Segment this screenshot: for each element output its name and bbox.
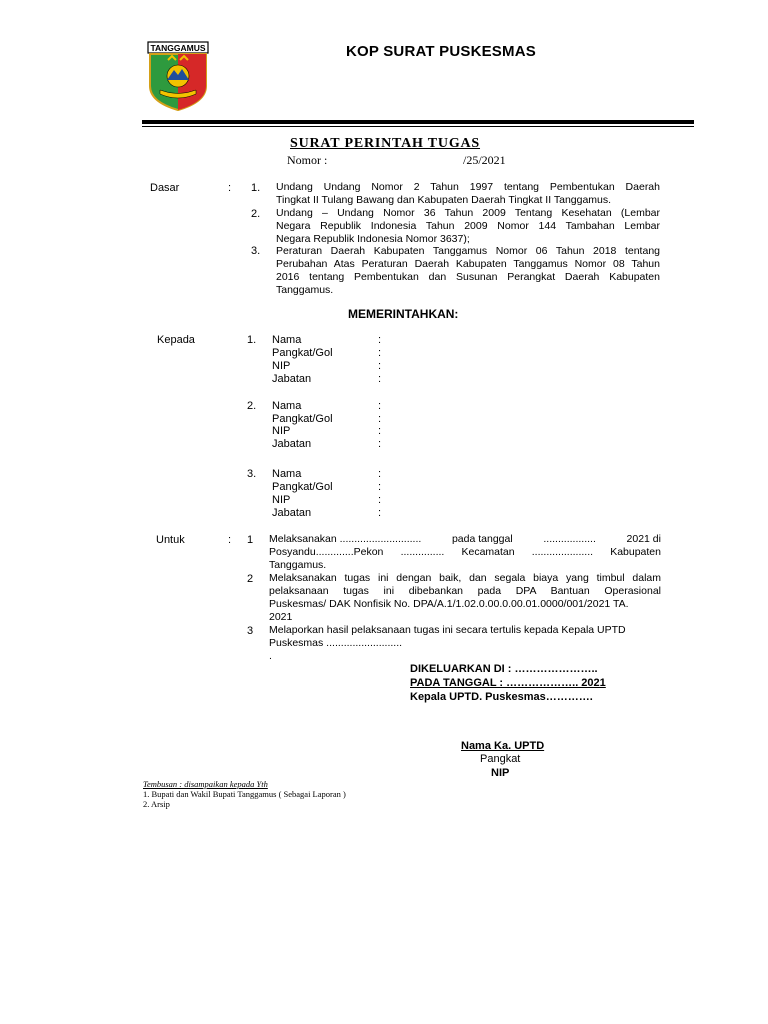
tembusan-title: Tembusan : disampaikan kepada Yth: [143, 779, 268, 789]
field-colon: :: [378, 334, 382, 346]
field-colon: :: [378, 468, 382, 480]
nomor-value: /25/2021: [463, 153, 506, 167]
signatory-name: Nama Ka. UPTD: [461, 740, 545, 752]
field-colon: :: [378, 438, 382, 450]
nomor-label: Nomor :: [287, 153, 328, 167]
dasar-item-number: 3.: [251, 245, 261, 257]
field-jabatan: Jabatan: [272, 438, 312, 450]
dasar-colon: :: [228, 182, 232, 194]
pada-tanggal: PADA TANGGAL : ……………….. 2021: [410, 677, 606, 689]
field-jabatan: Jabatan: [272, 507, 312, 519]
letterhead-divider: [142, 120, 694, 124]
tembusan-item: 1. Bupati dan Wakil Bupati Tanggamus ( Sebagai Laporan ): [143, 789, 346, 799]
untuk-label: Untuk: [156, 534, 185, 546]
field-jabatan: Jabatan: [272, 373, 312, 385]
field-colon: :: [378, 425, 382, 437]
tanggamus-logo: [146, 40, 210, 112]
untuk-item-number: 3: [247, 625, 254, 637]
field-colon: :: [378, 360, 382, 372]
document-title: SURAT PERINTAH TUGAS: [290, 136, 481, 151]
field-colon: :: [378, 494, 382, 506]
memerintahkan-heading: MEMERINTAHKAN:: [348, 307, 459, 321]
field-pangkat-gol: Pangkat/Gol: [272, 347, 333, 359]
kepala-uptd: Kepala UPTD. Puskesmas………….: [410, 691, 593, 703]
dasar-item-number: 2.: [251, 208, 261, 220]
kepada-number: 1.: [247, 334, 257, 346]
field-colon: :: [378, 373, 382, 385]
dikeluarkan-di: DIKELUARKAN DI : …………………..: [410, 663, 598, 675]
logo-text: TANGGAMUS: [150, 43, 206, 53]
untuk-item-number: 1: [247, 534, 254, 546]
field-colon: :: [378, 400, 382, 412]
signatory-nip: NIP: [491, 767, 510, 779]
kepada-number: 3.: [247, 468, 257, 480]
kepada-number: 2.: [247, 400, 257, 412]
dasar-item: Undang – Undang Nomor 36 Tahun 2009 Tentang Kesehatan (Lembar Negara Republik Indonesia Tahun 2009 Nomor 144 Tambahan Lembar Negara Republik Indonesia Nomor 3637);: [276, 207, 660, 245]
dasar-item-number: 1.: [251, 182, 261, 194]
field-nip: NIP: [272, 494, 291, 506]
dasar-item: Undang Undang Nomor 2 Tahun 1997 tentang Pembentukan Daerah Tingkat II Tulang Bawang dan Kabupaten Daerah Tingkat II Tanggamus.: [276, 181, 660, 206]
untuk-item-number: 2: [247, 573, 254, 585]
field-nip: NIP: [272, 360, 291, 372]
field-colon: :: [378, 481, 382, 493]
tembusan-item: 2. Arsip: [143, 799, 170, 809]
untuk-colon: :: [228, 534, 232, 546]
dasar-label: Dasar: [150, 182, 180, 194]
kepada-label: Kepada: [157, 334, 195, 346]
field-nama: Nama: [272, 468, 302, 480]
untuk-item: Melaksanakan ............................ pada tanggal .................. 2021 di Posyandu.............Pekon ............... Kecamatan ..................... Kabupaten Tanggamus.: [269, 533, 661, 571]
letterhead-title: KOP SURAT PUSKESMAS: [346, 43, 536, 60]
field-nip: NIP: [272, 425, 291, 437]
untuk-item: Melaksanakan tugas ini dengan baik, dan segala biaya yang timbul dalam pelaksanaan tugas ini dibebankan pada DPA Bantuan Operasional Puskesmas/ DAK Nonfisik No. DPA/A.1/1.02.0.00.0.00.01.0000/001/2021 TA. 2021: [269, 572, 661, 623]
field-colon: :: [378, 507, 382, 519]
field-pangkat-gol: Pangkat/Gol: [272, 481, 333, 493]
letterhead-divider-thin: [142, 126, 694, 127]
field-nama: Nama: [272, 400, 302, 412]
field-colon: :: [378, 413, 382, 425]
dasar-item: Peraturan Daerah Kabupaten Tanggamus Nomor 06 Tahun 2018 tentang Perubahan Atas Peraturan Daerah Kabupaten Tanggamus Nomor 08 Tahun 2016 tentang Pembentukan dan Susunan Perangkat Daerah Kabupaten Tanggamus.: [276, 245, 660, 296]
untuk-item: Melaporkan hasil pelaksanaan tugas ini secara tertulis kepada Kepala UPTD Puskesmas .......................... .: [269, 624, 626, 662]
field-nama: Nama: [272, 334, 302, 346]
field-colon: :: [378, 347, 382, 359]
field-pangkat-gol: Pangkat/Gol: [272, 413, 333, 425]
signatory-rank: Pangkat: [480, 753, 521, 765]
